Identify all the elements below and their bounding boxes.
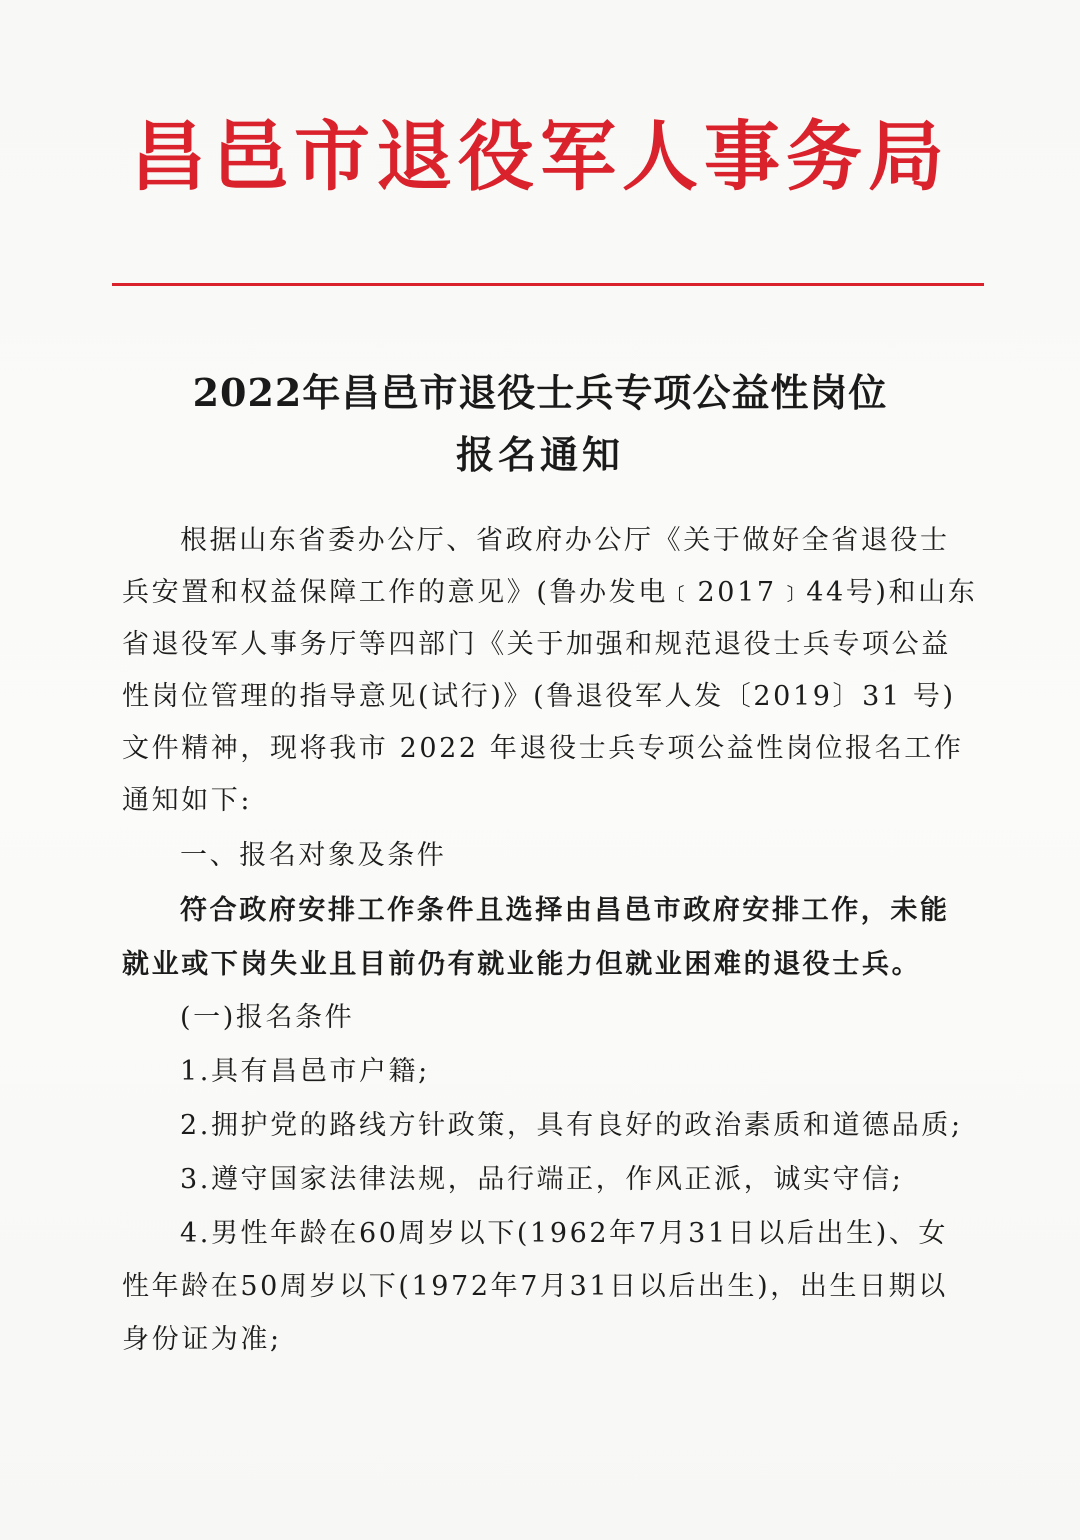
list-item: 3.遵守国家法律法规，品行端正，作风正派，诚实守信; — [180, 1164, 904, 1195]
list-item: 2.拥护党的路线方针政策，具有良好的政治素质和道德品质; — [180, 1110, 963, 1141]
subsection-heading: (一)报名条件 — [180, 1002, 355, 1033]
paragraph-line: 通知如下: — [122, 785, 253, 816]
notice-title-line-2: 报名通知 — [455, 432, 624, 477]
bold-paragraph-line: 就业或下岗失业且目前仍有就业能力但就业困难的退役士兵。 — [122, 949, 922, 980]
paragraph-line: 文件精神，现将我市 2022 年退役士兵专项公益性岗位报名工作 — [122, 733, 964, 764]
list-item: 4.男性年龄在60周岁以下(1962年7月31日以后出生)、女 — [180, 1218, 949, 1249]
paragraph-line: 根据山东省委办公厅、省政府办公厅《关于做好全省退役士 — [180, 525, 950, 556]
notice-title-line-1: 2022年昌邑市退役士兵专项公益性岗位 — [192, 370, 888, 415]
agency-header: 昌邑市退役军人事务局 — [130, 112, 950, 201]
red-header-rule — [112, 283, 984, 286]
paragraph-line: 兵安置和权益保障工作的意见》(鲁办发电﹝2017﹞44号)和山东 — [122, 577, 978, 608]
bold-paragraph-line: 符合政府安排工作条件且选择由昌邑市政府安排工作，未能 — [180, 895, 950, 926]
list-item-continuation: 性年龄在50周岁以下(1972年7月31日以后出生)，出生日期以 — [122, 1271, 948, 1302]
list-item: 1.具有昌邑市户籍; — [180, 1056, 430, 1087]
section-heading: 一、报名对象及条件 — [180, 840, 447, 871]
list-item-continuation: 身份证为准; — [122, 1324, 282, 1355]
paragraph-line: 省退役军人事务厅等四部门《关于加强和规范退役士兵专项公益 — [122, 629, 951, 660]
paragraph-line: 性岗位管理的指导意见(试行)》(鲁退役军人发〔2019〕31 号) — [122, 681, 956, 712]
